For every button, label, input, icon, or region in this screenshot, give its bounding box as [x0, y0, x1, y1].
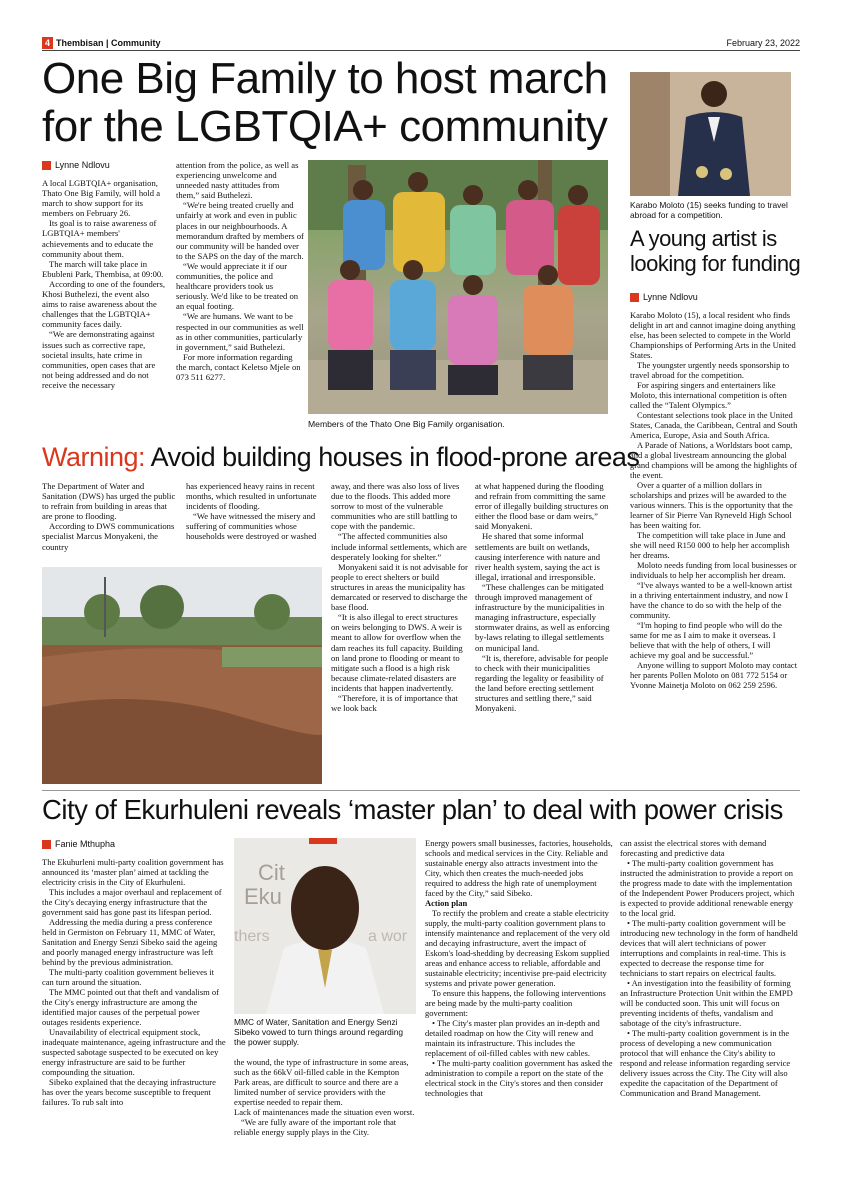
paragraph: The MMC pointed out that theft and vandalism of the City's energy infrastructure are among the identified major causes of the perpetual power outages residents experience. — [42, 987, 219, 1027]
paragraph: The youngster urgently needs sponsorship to travel abroad for the competition. — [630, 360, 790, 380]
karabo-photo — [630, 72, 791, 196]
paragraph: A local LGBTQIA+ organisation, Thato One Big Family, will hold a march to show support for its members on February 26. — [42, 178, 161, 219]
paragraph: The Ekuhurleni multi-party coalition government has announced its ‘master plan’ aimed at tackling the electricity crisis in the City of Ekurhuleni. — [42, 857, 224, 887]
karabo-photo-caption: Karabo Moloto (15) seeks funding to travel abroad for a competition. — [630, 200, 788, 220]
paragraph: This includes a major overhaul and replacement of the City's decaying energy infrastructure that the government said has gone past its lifespan period. — [42, 887, 222, 917]
paragraph: • The multi-party coalition government has asked the administration to compile a report on the state of the electrical stock in the City's stores and then consider technologies that — [425, 1058, 613, 1098]
paragraph: He shared that some informal settlements are built on wetlands, causing interference with nature and river health system, saying the act is illegal, irrational and irresponsible. — [475, 531, 601, 582]
header-rule — [42, 50, 800, 51]
section-label: Thembisan | Community — [56, 38, 161, 48]
paragraph: Monyakeni said it is not advisable for people to erect shelters or build structures in areas the municipality has demarcated or reserved to discharge the base flood. — [331, 561, 468, 613]
paragraph: The march will take place in Ebubleni Park, Thembisa, at 09:00. — [42, 258, 164, 279]
paragraph: the wound, the type of infrastructure in some areas, such as the 66kV oil-filled cable in the Kempton Park areas, are difficult to source and there are a limited number of service providers with the expertise needed to repair them. — [234, 1057, 409, 1107]
paragraph: “It is also illegal to erect structures on weirs belonging to DWS. A weir is meant to allow for overflow when the dam reaches its full capacity. Building on land prone to flooding or meant to mitigate such a flood is a high risk because climate-related disasters are incidents that happen inadvertently. — [331, 612, 463, 693]
paragraph: “The affected communities also include informal settlements, which are desperately looking for shelter.” — [331, 531, 467, 562]
article2-column-2 — [186, 481, 323, 566]
paragraph: To rectify the problem and create a stable electricity supply, the multi-party coalition government plans to intensify maintenance and replacement of the very old and decaying infrastructure, avert the impact of Eskom's load-shedding by decreasing Eskom supplied areas and enhance access to reliable, affordable and sustainable electricity; incentivise pre-paid electricity systems and private power generation. — [425, 908, 610, 988]
article3-column-2 — [234, 1057, 416, 1155]
article1-column-2 — [176, 160, 304, 433]
paragraph: Over a quarter of a million dollars in scholarships and prizes will be awarded to the various winners. This is the opportunity that the learner of Sir Pierre Van Ryneveld High School has been waiting for. — [630, 480, 793, 530]
article3-headline: City of Ekurhuleni reveals ‘master plan’ to deal with power crisis — [42, 794, 783, 825]
article1-headline-line1: One Big Family to host march — [42, 54, 608, 103]
page-number-badge: 4 — [42, 37, 53, 49]
article3-column-3 — [425, 838, 613, 1156]
warning-label: Warning: — [42, 442, 146, 472]
paragraph: • The multi-party coalition government is in the process of developing a new communication protocol that will enhance the City's ability to respond and release information regarding service delivery issues across the City. The City will also expedite the capacitation of the Department of Communication and Brand Management. — [620, 1028, 791, 1098]
side-byline — [630, 292, 698, 302]
group-photo-caption: Members of the Thato One Big Family organisation. — [308, 419, 505, 429]
article3-column-1 — [42, 857, 226, 1155]
paragraph: “We are fully aware of the important role that reliable energy supply plays in the City. — [234, 1117, 397, 1137]
paragraph: Karabo Moloto (15), a local resident who finds delight in art and cannot imagine doing anything else, has been selected to compete in the World Championships of Performing Arts in the United States. — [630, 310, 796, 360]
paragraph: Moloto needs funding from local businesses or individuals to help her accomplish her dream. — [630, 560, 797, 580]
paragraph: “It is, therefore, advisable for people to check with their municipalities regarding the legality or feasibility of the land before erecting settlement structures and settling there,” said Monyakeni. — [475, 652, 609, 714]
paragraph: A Parade of Nations, a Worldstars boot camp, and a global livestream announcing the global grand champions will be among the highlights of the event. — [630, 440, 797, 480]
paragraph: To ensure this happens, the following interventions are being made by the multi-party coalition government: — [425, 988, 606, 1018]
group-photo — [308, 160, 608, 414]
paragraph: can assist the electrical stores with demand forecasting and predictive data — [620, 838, 767, 858]
article3-byline — [42, 839, 115, 849]
paragraph: Lack of maintenances made the situation even worst. — [234, 1107, 415, 1117]
paragraph: • The City's master plan provides an in-depth and detailed roadmap on how the City will renew and maintain its infrastructure. This includes the replacement of oil-filled cables with new cables. — [425, 1018, 600, 1058]
paragraph: For more information regarding the march, contact Keletso Mjele on 073 511 6277. — [176, 351, 301, 382]
paragraph: at what happened during the flooding and refrain from committing the same error of illegally building structures on either the flood base or dam weirs,” said Monyakeni. — [475, 481, 609, 532]
paragraph: “Therefore, it is of importance that we look back — [331, 692, 458, 714]
paragraph: According to DWS communications specialist Marcus Monyakeni, the country — [42, 521, 175, 552]
subheading: Action plan — [425, 898, 468, 908]
paragraph: • An investigation into the feasibility of forming an Infrastructure Protection Unit within the EMPD will be conducted soon. This unit will focus on preventing incidents of thefts, vandalism and sabotage of the city's infrastructure. — [620, 978, 793, 1028]
paragraph: The multi-party coalition government believes it can turn around the situation. — [42, 967, 214, 987]
paragraph: “We are humans. We want to be respected in our communities as well as in other communities, particularly in government,” said Buthelezi. — [176, 311, 304, 352]
byline-marker-icon — [42, 161, 51, 170]
article2-headline — [42, 441, 639, 473]
sibeko-photo — [234, 838, 416, 1014]
paragraph: Unavailability of electrical equipment stock, inadequate maintenance, ageing infrastructure and the suspected sabotage suspected to be executed on key energy infrastructure are said to be further compounding the situation. — [42, 1027, 226, 1077]
paragraph: Energy powers small businesses, factories, households, schools and medical services in the City. Reliable and sustainable energy also attracts investment into the City, which then creates the much-needed jobs required to address the high rate of unemployment faced by the City,” said Sibeko. — [425, 838, 613, 898]
flood-photo — [42, 567, 322, 784]
paragraph: Sibeko explained that the decaying infrastructure has over the years become susceptible to frequent failures. To rub salt into — [42, 1077, 216, 1107]
side-body — [630, 310, 798, 780]
sibeko-photo-caption: MMC of Water, Sanitation and Energy Senzi Sibeko vowed to turn things around regarding the power supply. — [234, 1017, 404, 1047]
paragraph: “We're being treated cruelly and unfairly at work and even in public places in our neighbourhoods. A memorandum drafted by members of our community will be handed over to the SAPS on the day of the march. — [176, 200, 304, 261]
article2-column-3 — [331, 481, 468, 784]
paragraph: “We are demonstrating against issues such as corrective rape, societal insults, hate crime in communities, open cases that are not being addressed and do not receive the necessary — [42, 329, 156, 390]
paragraph: • The multi-party coalition government will be introducing new technology in the form of handheld devices that will alert technicians of power interruptions and complaints in real-time. This is expected to decrease the response time for technicians to start repairs on electrical faults. — [620, 918, 798, 978]
paragraph: “These challenges can be mitigated through improved management of infrastructure by the municipalities in managing infrastructure, especially stormwater drains, as well as enforcing by-laws relating to illegal settlements on municipal land. — [475, 581, 610, 653]
photo-backdrop-text-3: thers — [234, 928, 270, 945]
photo-backdrop-text-1: Cit — [258, 860, 285, 885]
section-divider — [42, 790, 800, 791]
photo-backdrop-text-4: a wor — [368, 928, 408, 945]
article1-byline — [42, 160, 110, 170]
paragraph: away, and there was also loss of lives due to the floods. This added more sorrow to most of the vulnerable communities who are still battling to cope with the pandemic. — [331, 481, 460, 532]
byline-name: Lynne Ndlovu — [55, 160, 110, 170]
article2-column-1 — [42, 481, 179, 566]
article3-column-4 — [620, 838, 800, 1156]
paragraph: The competition will take place in June and she will need R150 000 to help her accomplish her dreams. — [630, 530, 790, 560]
side-headline-line2: looking for funding — [630, 251, 801, 276]
byline-name: Lynne Ndlovu — [643, 292, 698, 302]
paragraph: Anyone willing to support Moloto may contact her parents Pollen Moloto on 081 772 5154 or Yvonne Mainetja Moloto on 062 259 2596. — [630, 660, 798, 690]
paragraph: “I've always wanted to be a well-known artist in a thriving entertainment industry, and now I have the chance to do so with the help of the community. — [630, 580, 793, 620]
paragraph: attention from the police, as well as experiencing unwelcome and unneeded nasty attitudes from them,” said Buthelezi. — [176, 160, 299, 201]
article2-column-4 — [475, 481, 612, 784]
issue-date: February 23, 2022 — [726, 38, 800, 48]
byline-marker-icon — [42, 840, 51, 849]
paragraph: The Department of Water and Sanitation (DWS) has urged the public to refrain from building in areas that are prone to flooding. — [42, 481, 176, 522]
paragraph: “I'm hoping to find people who will do the same for me as I aim to make it overseas. I believe that with the help of others, I will achieve my goal and be successful.” — [630, 620, 783, 660]
article1-column-1 — [42, 178, 167, 433]
article1-headline-line2: for the LGBTQIA+ community — [42, 102, 608, 151]
paragraph: According to one of the founders, Khosi Buthelezi, the event also aims to raise awareness about the challenges that the LGBTQIA+ community faces daily. — [42, 278, 165, 330]
paragraph: “We would appreciate it if our communities, the police and healthcare providers took us seriously. We'd like to be treated on an equal footing. — [176, 260, 299, 312]
paragraph: “We have witnessed the misery and suffering of communities whose households were destroyed or washed — [186, 511, 317, 542]
paragraph: has experienced heavy rains in recent months, which resulted in unfortunate incidents of flooding. — [186, 481, 317, 512]
photo-backdrop-text-2: Eku — [244, 884, 282, 909]
side-headline-line1: A young artist is — [630, 226, 777, 251]
paragraph: Addressing the media during a press conference held in Germiston on February 11, MMC of Water, Sanitation and Energy Senzi Sibeko said the ageing and poorly managed energy infrastructure was left behind by the previous administration. — [42, 917, 218, 967]
paragraph: For aspiring singers and entertainers like Moloto, this international competition is often called the “Talent Olympics.” — [630, 380, 787, 410]
article2-headline-text: Avoid building houses in flood-prone areas — [150, 442, 640, 472]
paragraph: • The multi-party coalition government has instructed the administration to provide a report on the progress made to date with the implementation of the Independent Power Producers project, which is expected to provide additional renewable energy to the local grid. — [620, 858, 795, 918]
byline-name: Fanie Mthupha — [55, 839, 116, 849]
paragraph: Contestant selections took place in the United States, Canada, the Caribbean, Central and South America, Europe, Asia and South Africa. — [630, 410, 798, 440]
paragraph: Its goal is to raise awareness of LGBTQIA+ members' achievements and to educate the community about them. — [42, 218, 157, 259]
byline-marker-icon — [630, 293, 639, 302]
